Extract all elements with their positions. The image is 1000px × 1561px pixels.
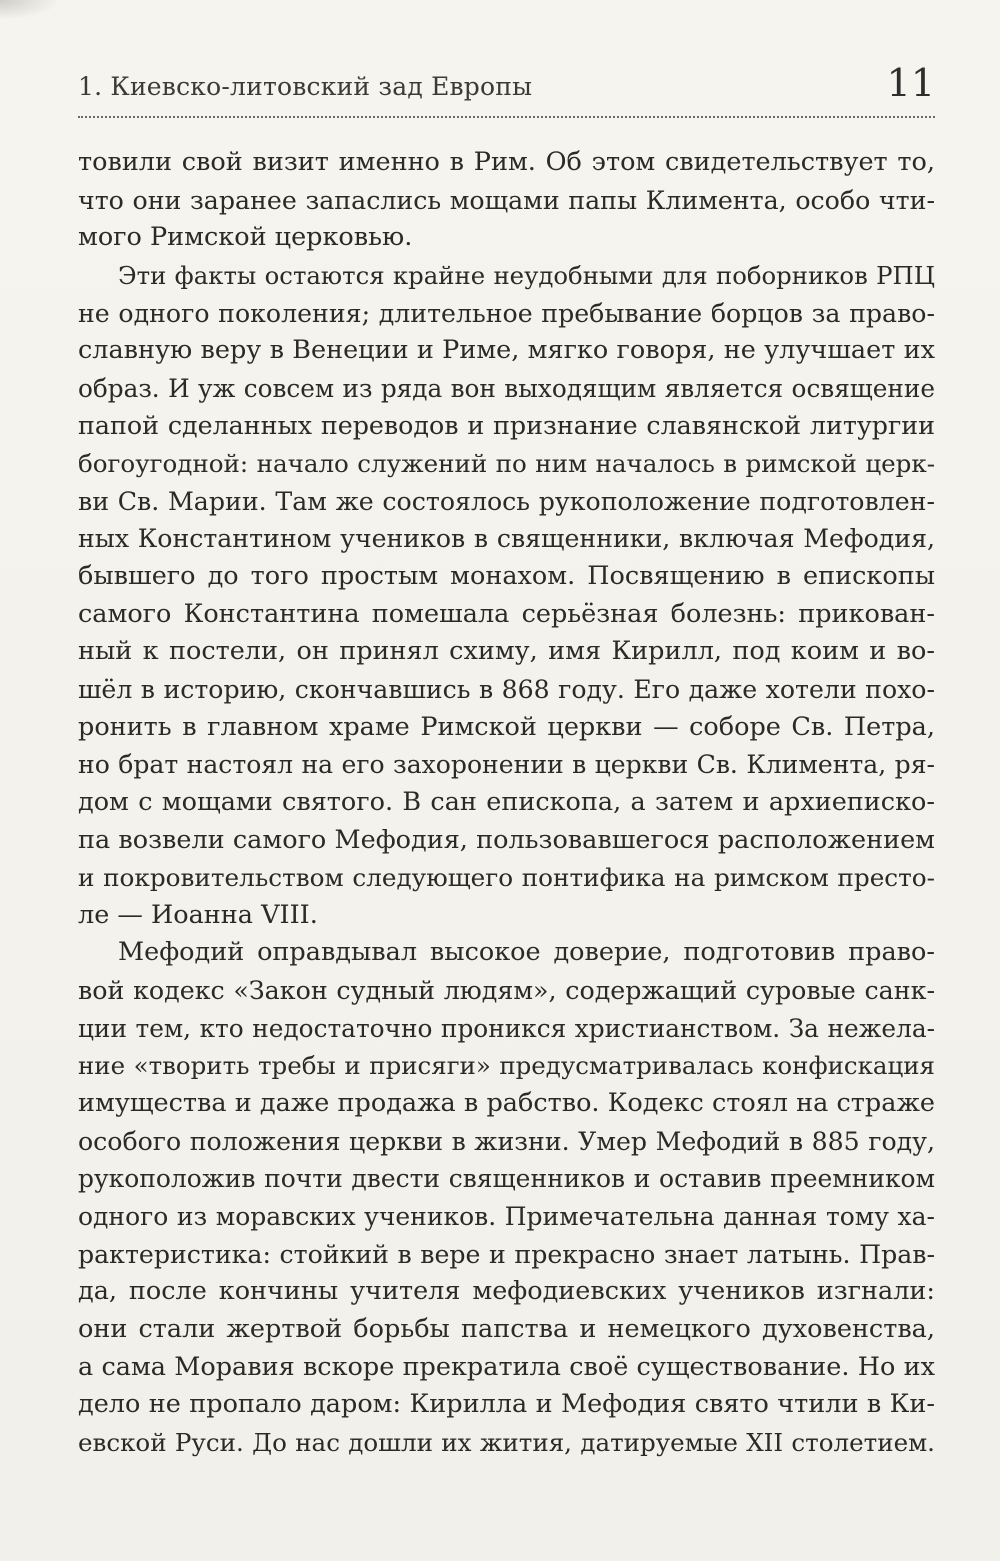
text-line: а сама Моравия вскоре прекратила своё существование. Но их — [78, 1351, 935, 1382]
text-line: ние «творить требы и присяги» предусматривалась конфискация — [78, 1051, 935, 1081]
text-line: ции тем, кто недостаточно проникся христианством. За нежела- — [78, 1013, 935, 1043]
text-line: вой кодекс «Закон судный людям», содержащий суровые санк- — [78, 975, 935, 1006]
text-line: славную веру в Венеции и Риме, мягко говоря, не улучшает их — [78, 335, 935, 366]
text-line: образ. И уж совсем из ряда вон выходящим является освящение — [78, 373, 935, 403]
text-line: рактеристика: стойкий в вере и прекрасно знает латынь. Прав- — [78, 1239, 935, 1269]
text-line: Мефодий оправдывал высокое доверие, подготовив право- — [118, 937, 935, 968]
body-text — [78, 144, 935, 1461]
text-line: самого Константина помешала серьёзная болезнь: прикован- — [78, 598, 935, 629]
text-line: мого Римской церковью. — [78, 222, 413, 253]
text-line: бывшего до того простым монахом. Посвящению в епископы — [78, 561, 935, 592]
header-dotted-rule — [78, 116, 935, 118]
text-line: богоугодной: начало служений по ним началось в римской церк- — [78, 449, 935, 479]
scan-corner-shadow — [0, 0, 60, 20]
text-line: ле — Иоанна VIII. — [78, 899, 318, 930]
running-header — [78, 61, 935, 118]
text-line: что они заранее запаслись мощами папы Климента, особо чти- — [78, 185, 935, 215]
running-title: 1. Киевско-литовский зад Европы — [78, 72, 533, 101]
text-line: дом с мощами святого. В сан епископа, а затем и архиеписко- — [78, 786, 935, 817]
text-line: папой сделанных переводов и признание славянской литургии — [78, 410, 935, 441]
page-number: 11 — [886, 61, 935, 105]
text-line: шёл в историю, скончавшись в 868 году. Его даже хотели похо- — [78, 674, 935, 704]
text-line: ви Св. Марии. Там же состоялось рукоположение подготовлен- — [78, 486, 935, 516]
text-line: па возвели самого Мефодия, пользовавшегося расположением — [78, 824, 935, 855]
text-line: Эти факты остаются крайне неудобными для поборников РПЦ — [118, 260, 935, 290]
text-line: товили свой визит именно в Рим. Об этом свидетельствует то, — [78, 147, 935, 177]
text-line: особого положения церкви в жизни. Умер Мефодий в 885 году, — [78, 1126, 935, 1156]
text-line: евской Руси. До нас дошли их жития, датируемые XII столетием. — [78, 1427, 935, 1457]
text-line: ных Константином учеников в священники, включая Мефодия, — [78, 524, 935, 554]
text-line: не одного поколения; длительное пребывание борцов за право- — [78, 298, 935, 328]
text-line: но брат настоял на его захоронении в церкви Св. Климента, ря- — [78, 750, 935, 780]
text-line: ный к постели, он принял схиму, имя Кирилл, под коим и во- — [78, 636, 935, 667]
text-line: и покровительством следующего понтифика на римском престо- — [78, 863, 935, 893]
text-line: ронить в главном храме Римской церкви — соборе Св. Петра, — [78, 711, 935, 742]
text-line: дело не пропало даром: Кирилла и Мефодия свято чтили в Ки- — [78, 1389, 935, 1420]
text-line: они стали жертвой борьбы папства и немецкого духовенства, — [78, 1313, 935, 1344]
text-line: да, после кончины учителя мефодиевских учеников изгнали: — [78, 1276, 935, 1307]
text-line: рукоположив почти двести священников и оставив преемником — [78, 1164, 935, 1194]
text-line: имущества и даже продажа в рабство. Кодекс стоял на страже — [78, 1088, 935, 1119]
text-line: одного из моравских учеников. Примечательна данная тому ха- — [78, 1201, 935, 1231]
